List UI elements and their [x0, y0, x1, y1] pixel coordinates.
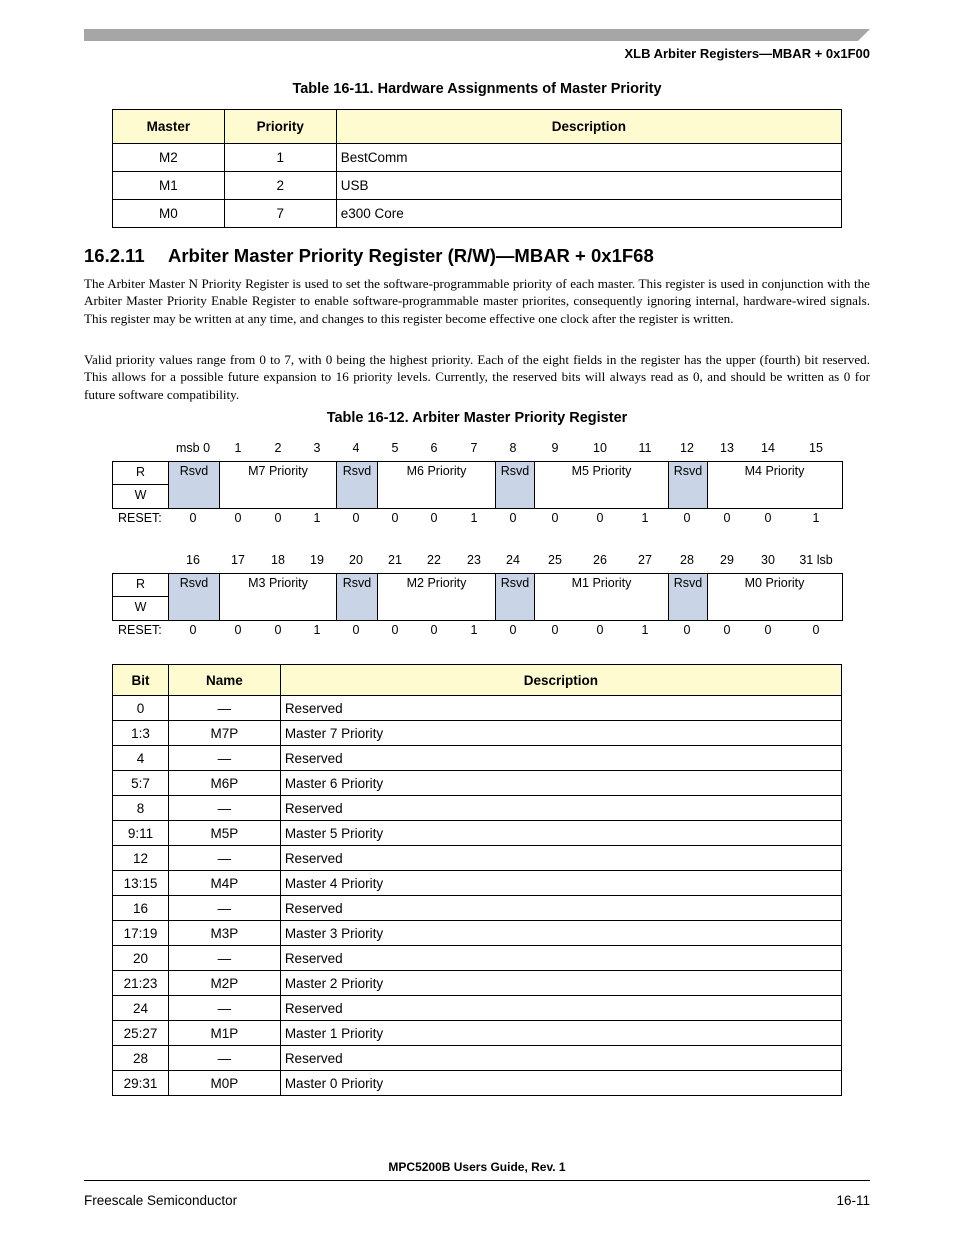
description-cell: Master 6 Priority [280, 771, 841, 796]
bit-cell: 17:19 [113, 921, 169, 946]
description-cell: Master 1 Priority [280, 1021, 841, 1046]
read-row-label: R [113, 574, 169, 597]
table-row [113, 144, 842, 172]
name-cell: — [168, 1046, 280, 1071]
description-cell: Reserved [280, 896, 841, 921]
priority-field: M1 Priority [534, 574, 668, 620]
master-cell: M1 [113, 172, 225, 200]
description-cell: Master 4 Priority [280, 871, 841, 896]
name-cell: — [168, 696, 280, 721]
bit-cell: 28 [113, 1046, 169, 1071]
bit-cell: 29:31 [113, 1071, 169, 1096]
reset-value: 1 [641, 623, 649, 637]
priority-cell: 2 [224, 172, 336, 200]
reserved-field: Rsvd [668, 574, 707, 620]
description-cell: Master 5 Priority [280, 821, 841, 846]
bit-number: 16 [186, 553, 200, 567]
name-cell: M5P [168, 821, 280, 846]
reset-label: RESET: [118, 511, 162, 525]
reset-value: 0 [352, 623, 360, 637]
section-number: 16.2.11 [84, 245, 145, 266]
bit-cell: 9:11 [113, 821, 169, 846]
column-header-name: Name [168, 665, 280, 696]
bit-number: 6 [430, 441, 438, 455]
reserved-field: Rsvd [168, 574, 219, 620]
bit-number: 28 [680, 553, 694, 567]
table-row [113, 971, 842, 996]
name-cell: M0P [168, 1071, 280, 1096]
master-cell: M0 [113, 200, 225, 228]
bit-numbers-lower [0, 553, 954, 567]
page-number: 16-11 [836, 1193, 870, 1208]
bit-cell: 16 [113, 896, 169, 921]
description-cell: Reserved [280, 846, 841, 871]
column-header-description: Description [336, 110, 841, 144]
name-cell: — [168, 996, 280, 1021]
reset-value: 1 [641, 511, 649, 525]
table-row [113, 696, 842, 721]
reset-value: 0 [509, 623, 517, 637]
name-cell: M6P [168, 771, 280, 796]
priority-field: M4 Priority [707, 462, 841, 508]
bit-number: 21 [388, 553, 402, 567]
reset-value: 0 [596, 623, 604, 637]
bit-number: 23 [467, 553, 481, 567]
bit-number: 15 [809, 441, 823, 455]
priority-cell: 1 [224, 144, 336, 172]
description-cell: Reserved [280, 746, 841, 771]
bit-number: 1 [234, 441, 242, 455]
register-upper-half [112, 461, 843, 509]
bit-number: 25 [548, 553, 562, 567]
bit-numbers-upper [0, 441, 954, 455]
write-row-label: W [113, 597, 169, 621]
bit-number: 17 [231, 553, 245, 567]
reserved-field: Rsvd [495, 462, 534, 508]
bit-number: 18 [271, 553, 285, 567]
bit-cell: 20 [113, 946, 169, 971]
bit-number: 2 [274, 441, 282, 455]
bit-number: 31 lsb [799, 553, 833, 567]
table-row [113, 921, 842, 946]
reset-value: 0 [509, 511, 517, 525]
bit-description-table [112, 664, 842, 1096]
table-row [113, 996, 842, 1021]
bit-number: 8 [509, 441, 517, 455]
reset-value: 0 [189, 511, 197, 525]
bit-number: 26 [593, 553, 607, 567]
priority-cell: 7 [224, 200, 336, 228]
reset-value: 0 [234, 511, 242, 525]
reset-value: 0 [764, 623, 772, 637]
priority-field: M0 Priority [707, 574, 841, 620]
bit-number: 9 [551, 441, 559, 455]
paragraph: Valid priority values range from 0 to 7, with 0 being the highest priority. Each of the eight fields in the register has the upper (fourth) bit reserved. This allows for a possible future expansion to 16 priority levels. Currently, the reserved bits will always read as 0, and should be written as 0 for future software compatibility. [84, 352, 870, 402]
priority-field: M2 Priority [377, 574, 495, 620]
priority-field: M3 Priority [219, 574, 336, 620]
register-lower-half [112, 573, 843, 621]
bit-number: 7 [470, 441, 478, 455]
description-cell: Reserved [280, 796, 841, 821]
description-cell: Reserved [280, 996, 841, 1021]
bit-cell: 24 [113, 996, 169, 1021]
table-16-12-caption: Table 16-12. Arbiter Master Priority Register [326, 410, 628, 426]
name-cell: — [168, 946, 280, 971]
bit-cell: 25:27 [113, 1021, 169, 1046]
name-cell: M7P [168, 721, 280, 746]
description-cell: Master 3 Priority [280, 921, 841, 946]
bit-number: 4 [352, 441, 360, 455]
name-cell: — [168, 846, 280, 871]
column-header-bit: Bit [113, 665, 169, 696]
section-heading [84, 245, 654, 267]
bit-cell: 4 [113, 746, 169, 771]
reset-value: 0 [723, 623, 731, 637]
reset-value: 0 [683, 511, 691, 525]
reserved-field: Rsvd [495, 574, 534, 620]
name-cell: M4P [168, 871, 280, 896]
bit-number: 24 [506, 553, 520, 567]
priority-field: M5 Priority [534, 462, 668, 508]
bit-cell: 5:7 [113, 771, 169, 796]
bit-number: 11 [638, 441, 652, 455]
bit-number: 10 [593, 441, 607, 455]
read-row-label: R [113, 462, 169, 485]
bit-number: 12 [680, 441, 694, 455]
description-cell: Reserved [280, 1046, 841, 1071]
bit-number: 27 [638, 553, 652, 567]
column-header-master: Master [113, 110, 225, 144]
reset-value: 1 [313, 511, 321, 525]
reset-value: 0 [551, 511, 559, 525]
reset-value: 0 [683, 623, 691, 637]
description-cell: Master 7 Priority [280, 721, 841, 746]
table-row [113, 1021, 842, 1046]
reserved-field: Rsvd [336, 462, 377, 508]
table-row [113, 896, 842, 921]
column-header-priority: Priority [224, 110, 336, 144]
reset-value: 0 [430, 623, 438, 637]
master-priority-table [112, 109, 842, 228]
reset-value: 0 [596, 511, 604, 525]
write-row-label: W [113, 485, 169, 509]
reset-value: 0 [391, 511, 399, 525]
description-cell: Reserved [280, 696, 841, 721]
reset-value: 0 [189, 623, 197, 637]
running-head: XLB Arbiter Registers—MBAR + 0x1F00 [624, 46, 870, 61]
reset-value: 0 [764, 511, 772, 525]
table-row [113, 1046, 842, 1071]
bit-cell: 1:3 [113, 721, 169, 746]
reserved-field: Rsvd [668, 462, 707, 508]
reset-value: 1 [470, 623, 478, 637]
reset-value: 1 [313, 623, 321, 637]
bit-number: 19 [310, 553, 324, 567]
reset-value: 1 [470, 511, 478, 525]
footer-company: Freescale Semiconductor [84, 1193, 238, 1208]
bit-cell: 12 [113, 846, 169, 871]
table-row [113, 871, 842, 896]
master-cell: M2 [113, 144, 225, 172]
reserved-field: Rsvd [336, 574, 377, 620]
bit-number: 20 [349, 553, 363, 567]
bit-number: 29 [720, 553, 734, 567]
table-row [113, 946, 842, 971]
reset-value: 0 [551, 623, 559, 637]
bit-number: 13 [720, 441, 734, 455]
table-row [113, 846, 842, 871]
bit-cell: 21:23 [113, 971, 169, 996]
reset-label: RESET: [118, 623, 162, 637]
name-cell: M2P [168, 971, 280, 996]
reserved-field: Rsvd [168, 462, 219, 508]
footer-divider [84, 1180, 870, 1181]
bit-number: msb 0 [175, 441, 211, 455]
name-cell: — [168, 796, 280, 821]
description-cell: e300 Core [336, 200, 841, 228]
name-cell: — [168, 896, 280, 921]
bit-number: 22 [427, 553, 441, 567]
name-cell: M1P [168, 1021, 280, 1046]
reset-value: 0 [430, 511, 438, 525]
description-cell: Master 0 Priority [280, 1071, 841, 1096]
reset-value: 0 [274, 511, 282, 525]
reset-value: 0 [352, 511, 360, 525]
reset-value: 0 [391, 623, 399, 637]
table-16-11-caption: Table 16-11. Hardware Assignments of Master Priority [292, 81, 662, 97]
bit-number: 5 [391, 441, 399, 455]
description-cell: BestComm [336, 144, 841, 172]
table-row [113, 821, 842, 846]
column-header-description: Description [280, 665, 841, 696]
footer-doc-title: MPC5200B Users Guide, Rev. 1 [388, 1160, 566, 1174]
name-cell: — [168, 746, 280, 771]
section-title: Arbiter Master Priority Register (R/W)—MBAR + 0x1F68 [168, 245, 654, 266]
description-cell: USB [336, 172, 841, 200]
reset-values-upper [0, 511, 954, 525]
bit-number: 30 [761, 553, 775, 567]
paragraph: The Arbiter Master N Priority Register is used to set the software-programmable priority of each master. This register is used in conjunction with the Arbiter Master Priority Enable Register to enable software-programmable master priorites, consequently ignoring internal, hardware-wired signals. This register may be written at any time, and changes to this register become effective one clock after the register is written. [84, 276, 870, 326]
description-cell: Reserved [280, 946, 841, 971]
bit-number: 14 [761, 441, 775, 455]
reset-value: 0 [234, 623, 242, 637]
header-bar [84, 29, 870, 41]
table-row [113, 172, 842, 200]
table-row [113, 721, 842, 746]
priority-field: M7 Priority [219, 462, 336, 508]
reset-value: 1 [812, 511, 820, 525]
reset-values-lower [0, 623, 954, 637]
reset-value: 0 [723, 511, 731, 525]
name-cell: M3P [168, 921, 280, 946]
table-row [113, 1071, 842, 1096]
table-row [113, 200, 842, 228]
priority-field: M6 Priority [377, 462, 495, 508]
bit-cell: 13:15 [113, 871, 169, 896]
reset-value: 0 [812, 623, 820, 637]
table-row [113, 796, 842, 821]
bit-cell: 0 [113, 696, 169, 721]
table-row [113, 746, 842, 771]
bit-number: 3 [313, 441, 321, 455]
table-row [113, 771, 842, 796]
bit-cell: 8 [113, 796, 169, 821]
reset-value: 0 [274, 623, 282, 637]
description-cell: Master 2 Priority [280, 971, 841, 996]
